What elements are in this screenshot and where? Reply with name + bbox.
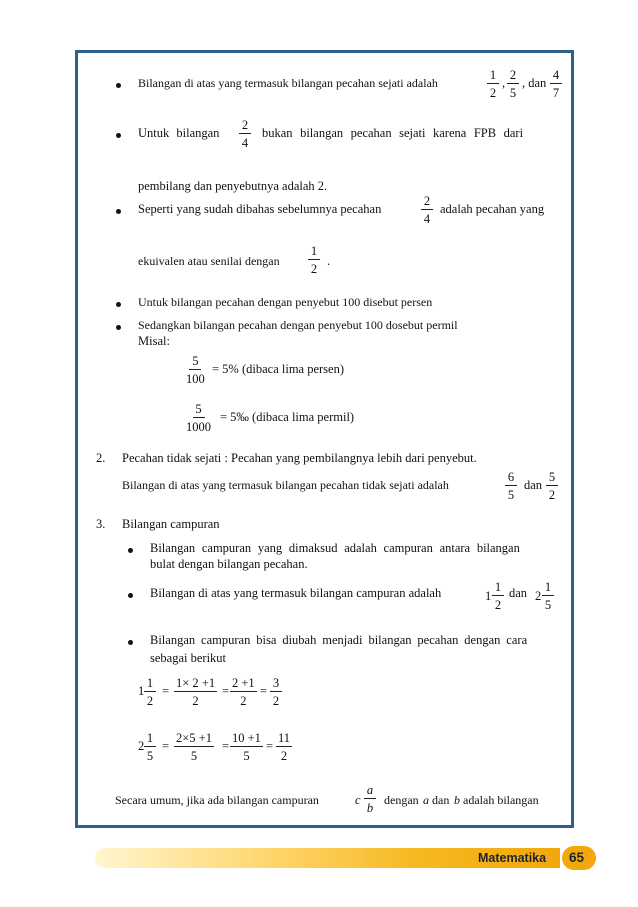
b3-line2: sebagai berikut [150, 651, 227, 665]
b1-text: Bilangan di atas yang termasuk bilangan pecahan sejati adalah [138, 76, 438, 90]
example2-text: = 5‰ (dibaca lima permil) [220, 410, 355, 424]
page-number: 65 [569, 850, 585, 865]
fraction: $\frac{1}{5}$ [542, 580, 554, 612]
equals: = [222, 739, 230, 753]
var-c: c [355, 793, 361, 807]
equals: = [260, 684, 268, 698]
bullet [116, 325, 121, 330]
bullet [128, 548, 133, 553]
general-tail: adalah bilangan [463, 793, 539, 807]
bullet [128, 593, 133, 598]
separator: , dan [522, 76, 547, 90]
item-number: 2. [96, 451, 106, 465]
item3-heading: Bilangan campuran [122, 517, 220, 531]
separator: , [502, 76, 506, 90]
dan-word: dan [524, 478, 543, 492]
bullet [116, 83, 121, 88]
fraction: $\frac{a}{b}$ [364, 783, 376, 815]
b2-line2: pembilang dan penyebutnya adalah 2. [138, 179, 328, 193]
bullet [116, 209, 121, 214]
b3-text-a: Seperti yang sudah dibahas sebelumnya pecahan [138, 202, 382, 216]
fraction: $\frac{2}{5}$ [507, 68, 519, 100]
fraction: $\frac{1}{2}$ [487, 68, 499, 100]
fraction: $\frac{4}{7}$ [550, 68, 562, 100]
item-number: 3. [96, 517, 106, 531]
period: . [327, 254, 331, 268]
b2-text-a: Untuk bilangan [138, 126, 220, 140]
b3-line1: Bilangan campuran bisa diubah menjadi bilangan pecahan dengan cara [150, 633, 528, 647]
var-b: b [454, 793, 460, 807]
b3-text-b: adalah pecahan yang [440, 202, 545, 216]
fraction: $\frac{5}{2}$ [546, 470, 558, 502]
fraction: $\frac{11}{2}$ [278, 731, 291, 763]
fraction: $\frac{2}{4}$ [239, 118, 251, 150]
fraction: $\frac{1}{5}$ [144, 731, 156, 763]
equals: = [222, 684, 230, 698]
misal-label: Misal: [138, 334, 170, 348]
fraction: $\frac{5}{100}$ [186, 354, 205, 386]
b5-text: Sedangkan bilangan pecahan dengan penyebut 100 dosebut permil [138, 318, 458, 332]
page-frame [75, 50, 574, 828]
b1-line2: bulat dengan bilangan pecahan. [150, 557, 308, 571]
b1-line1: Bilangan campuran yang dimaksud adalah campuran antara bilangan [150, 541, 520, 555]
var-a: a [423, 793, 429, 807]
bullet [116, 302, 121, 307]
bullet [128, 640, 133, 645]
fraction: $\frac{6}{5}$ [505, 470, 517, 502]
item2-line: Bilangan di atas yang termasuk bilangan pecahan tidak sejati adalah [122, 478, 449, 492]
fraction: $\frac{2}{4}$ [421, 194, 433, 226]
b3-line2: ekuivalen atau senilai dengan [138, 254, 280, 268]
example1-text: = 5% (dibaca lima persen) [212, 362, 344, 376]
fraction: $\frac{1}{2}$ [144, 676, 156, 708]
fraction: $\frac{2\times 5 +1}{5}$ [176, 731, 212, 763]
fraction: $\frac{5}{1000}$ [186, 402, 211, 434]
mixed-whole: 2 [535, 589, 542, 603]
b2-text-b: bukan bilangan pecahan sejati karena FPB dari [262, 126, 524, 140]
fraction: $\frac{1}{2}$ [308, 244, 320, 276]
b4-text: Untuk bilangan pecahan dengan penyebut 100 disebut persen [138, 295, 433, 309]
dan-word: dan [509, 586, 528, 600]
equals: = [162, 739, 170, 753]
fraction: $\frac{10 +1}{5}$ [232, 731, 261, 763]
general-word: dan [432, 793, 450, 807]
eq2-whole: 2 [138, 739, 145, 753]
book-title: Matematika [478, 851, 547, 865]
eq1-whole: 1 [138, 684, 145, 698]
bullet [116, 133, 121, 138]
fraction: $\frac{2 +1}{2}$ [232, 676, 255, 708]
fraction: $\frac{1\times 2 +1}{2}$ [176, 676, 216, 708]
fraction: $\frac{1}{2}$ [492, 580, 504, 612]
mixed-whole: 1 [485, 589, 492, 603]
fraction: $\frac{3}{2}$ [270, 676, 282, 708]
equals: = [162, 684, 170, 698]
equals: = [266, 739, 274, 753]
item2-heading: Pecahan tidak sejati : Pecahan yang pembilangnya lebih dari penyebut. [122, 451, 477, 465]
general-text: Secara umum, jika ada bilangan campuran [115, 793, 319, 807]
b2-text: Bilangan di atas yang termasuk bilangan campuran adalah [150, 586, 442, 600]
general-word: dengan [384, 793, 419, 807]
